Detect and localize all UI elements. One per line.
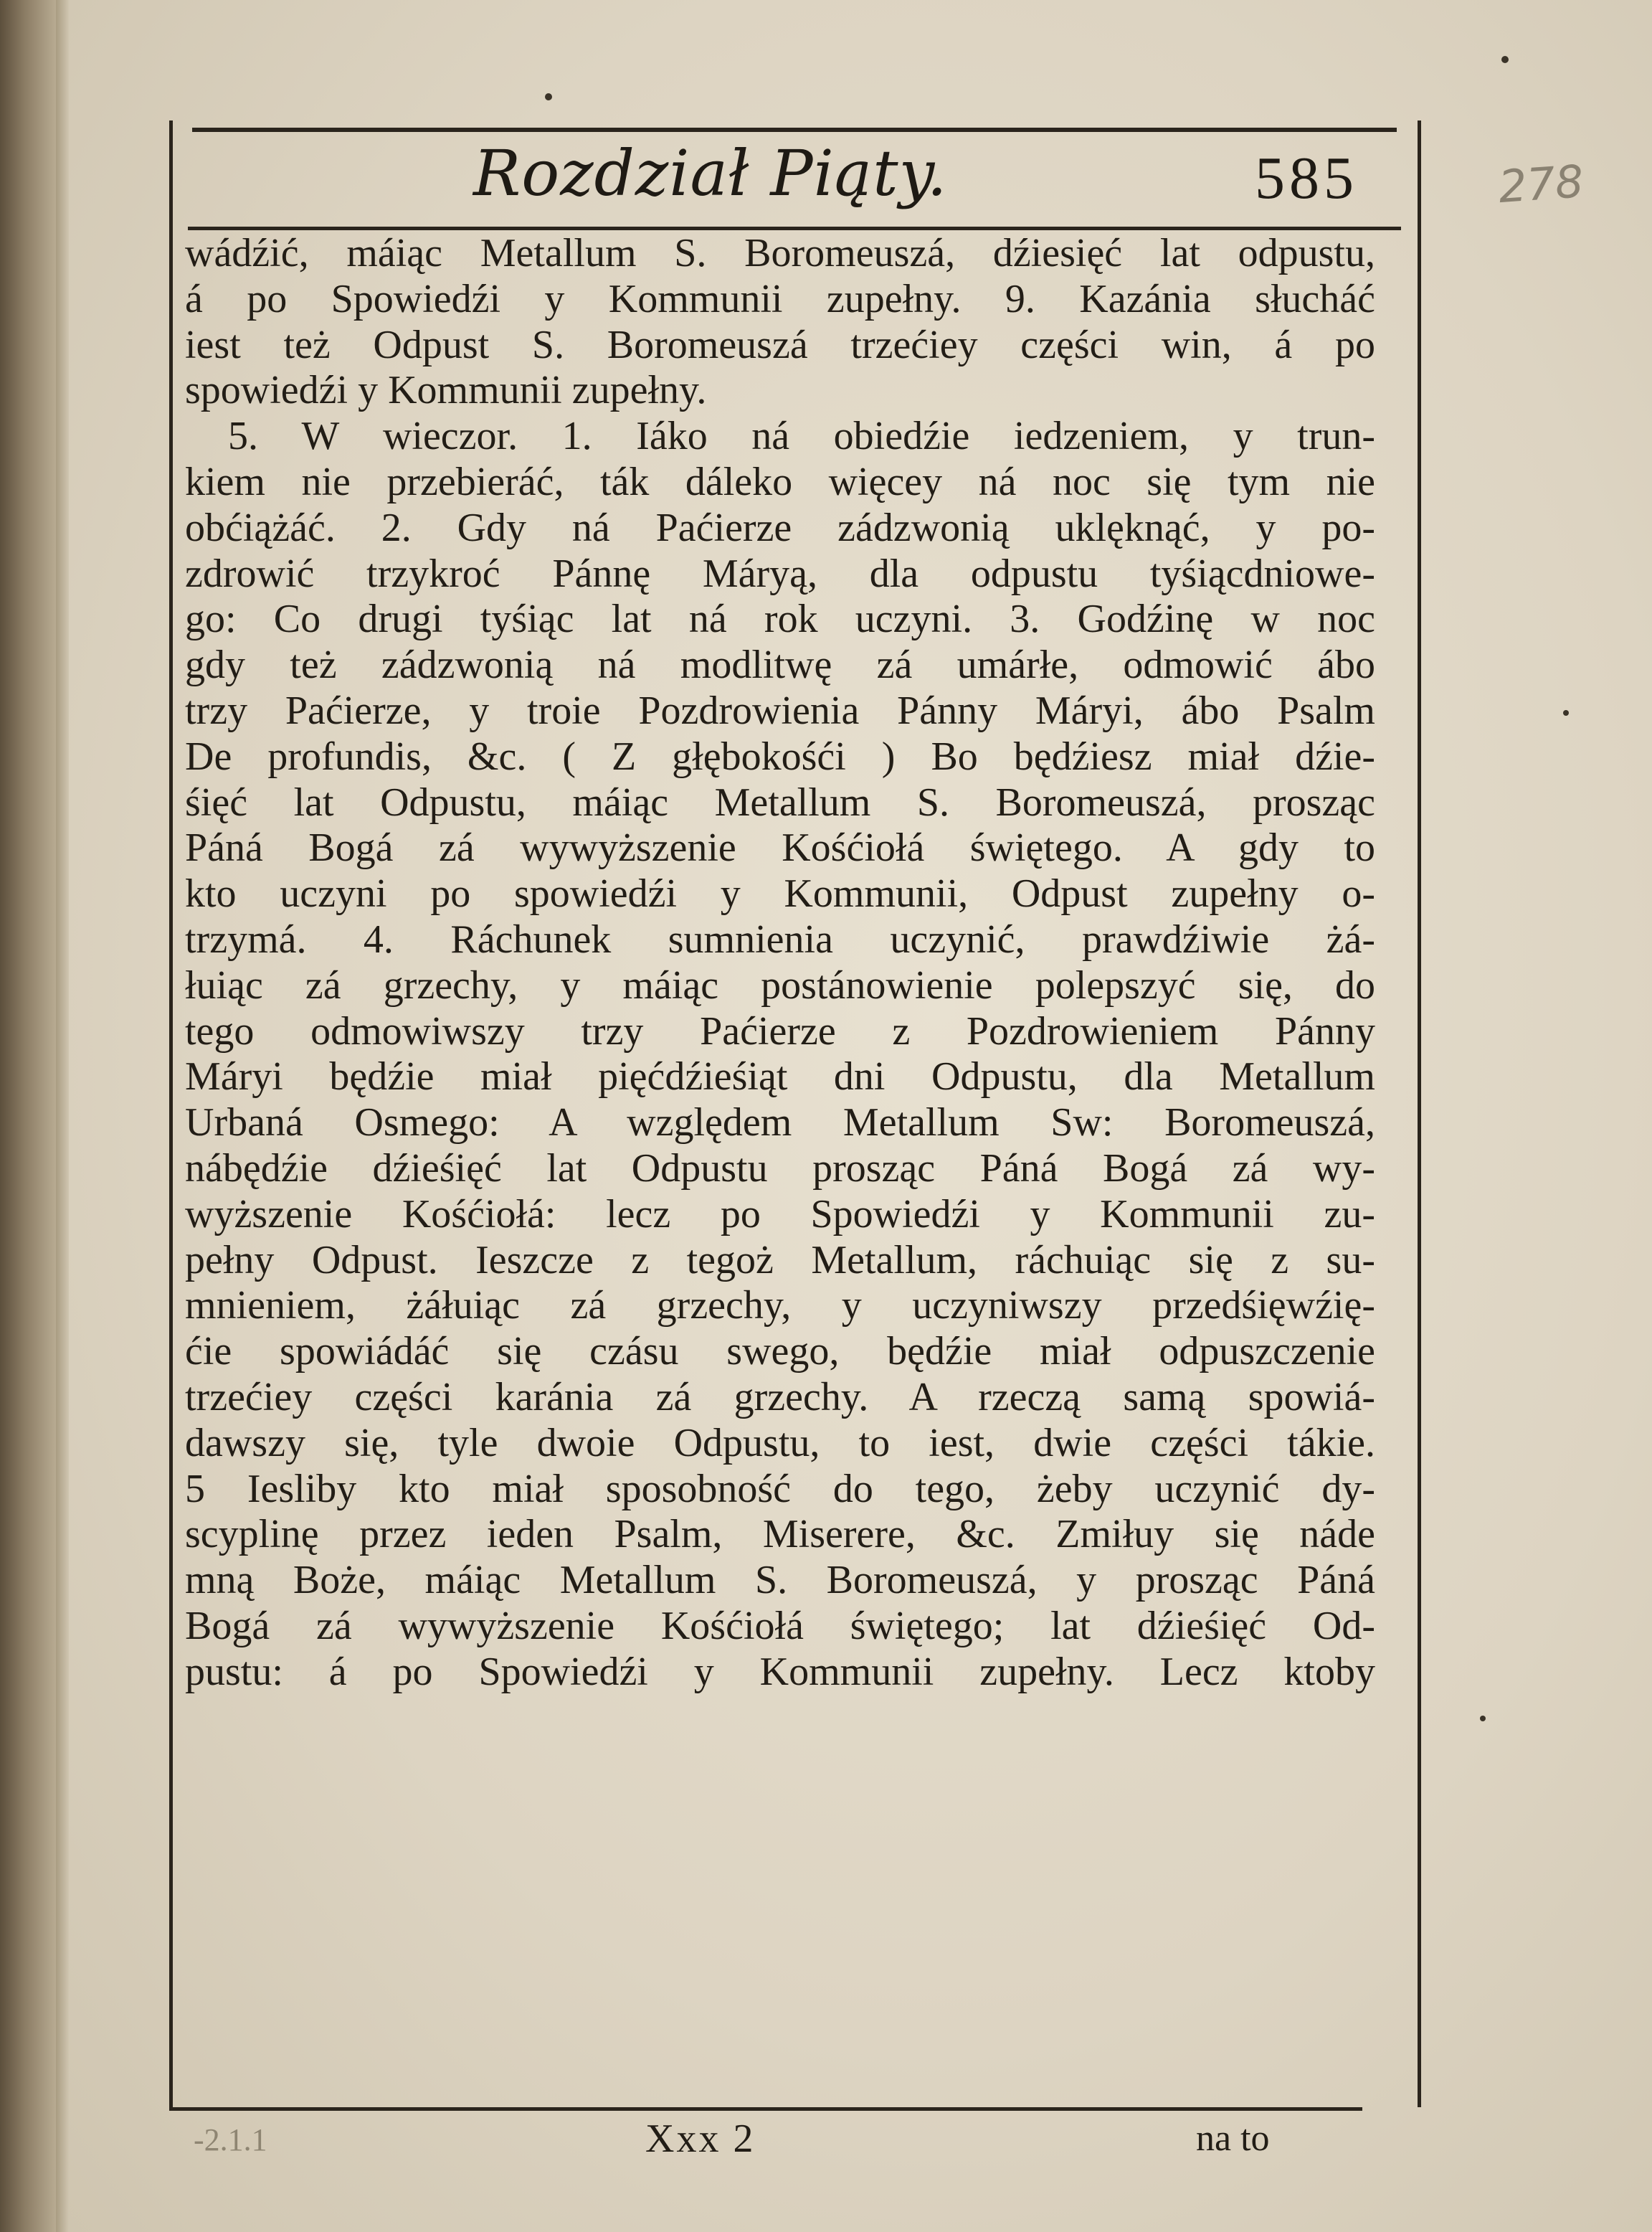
text-line: zdrowić trzykroć Pánnę Máryą, dla odpustu tyśiącdniowe-: [185, 551, 1375, 596]
text-line: wádźić, máiąc Metallum S. Boromeuszá, dźiesięć lat odpustu,: [185, 231, 1375, 275]
text-line: pustu: á po Spowiedźi y Kommunii zupełny. Lecz ktoby: [185, 1649, 1375, 1694]
ink-speck: [1563, 710, 1569, 716]
text-line: obćiążáć. 2. Gdy ná Paćierze zádzwonią uklęknąć, y po-: [185, 505, 1375, 550]
text-line: Urbaná Osmego: A względem Metallum Sw: Boromeuszá,: [185, 1100, 1375, 1145]
body-text: [185, 231, 1375, 1696]
text-line: trzy Paćierze, y troie Pozdrowienia Pánny Máryi, ábo Psalm: [185, 688, 1375, 733]
running-head: Rozdział Piąty.: [473, 136, 948, 210]
text-line: Páná Bogá zá wywyższenie Kośćiołá świętego. A gdy to: [185, 826, 1375, 871]
text-line: go: Co drugi tyśiąc lat ná rok uczyni. 3. Godźinę w noc: [185, 597, 1375, 642]
text-line: mną Boże, máiąc Metallum S. Boromeuszá, y prosząc Páná: [185, 1558, 1375, 1603]
text-line: pełny Odpust. Ieszcze z tegoż Metallum, ráchuiąc się z su-: [185, 1237, 1375, 1282]
book-gutter-edge: [56, 0, 69, 2232]
text-line: scyplinę przez ieden Psalm, Miserere, &c. Zmiłuy się náde: [185, 1512, 1375, 1557]
text-line: kto uczyni po spowiedźi y Kommunii, Odpust zupełny o-: [185, 871, 1375, 917]
top-rule: [192, 128, 1397, 132]
text-line: dawszy się, tyle dwoie Odpustu, to iest, dwie części tákie.: [185, 1420, 1375, 1465]
signature-mark: Xxx 2: [645, 2117, 756, 2161]
text-line: łuiąc zá grzechy, y máiąc postánowienie polepszyć się, do: [185, 963, 1375, 1008]
ink-speck: [1480, 1716, 1486, 1721]
handwritten-folio-note: 278: [1496, 154, 1585, 214]
text-line: iest też Odpust S. Boromeuszá trzećiey części win, á po: [185, 322, 1375, 367]
text-line: Bogá zá wywyższenie Kośćiołá świętego; lat dźieśięć Od-: [185, 1603, 1375, 1648]
text-line: ćie spowiádáć się czásu swego, będźie miał odpuszczenie: [185, 1329, 1375, 1374]
text-line: kiem nie przebieráć, ták dáleko więcey ná noc się tym nie: [185, 459, 1375, 504]
text-line: tego odmowiwszy trzy Paćierze z Pozdrowieniem Pánny: [185, 1008, 1375, 1054]
ink-speck: [545, 93, 552, 100]
faint-bleed-mark: -2.1.1: [194, 2122, 267, 2157]
text-line: Máryi będźie miał pięćdźieśiąt dni Odpustu, dla Metallum: [185, 1054, 1375, 1100]
text-line: 5 Iesliby kto miał sposobność do tego, żeby uczynić dy-: [185, 1466, 1375, 1511]
text-line: mnieniem, żáłuiąc zá grzechy, y uczyniwszy przedśięwźię-: [185, 1283, 1375, 1328]
text-line: gdy też zádzwonią ná modlitwę zá umárłe, odmowić ábo: [185, 643, 1375, 688]
catchword: na to: [1196, 2118, 1270, 2159]
text-line: De profundis, &c. ( Z głębokośći ) Bo będźiesz miał dźie-: [185, 734, 1375, 779]
text-line: á po Spowiedźi y Kommunii zupełny. 9. Kazánia słucháć: [185, 276, 1375, 321]
text-line: nábędźie dźieśięć lat Odpustu prosząc Páná Bogá zá wy-: [185, 1145, 1375, 1191]
text-line: spowiedźi y Kommunii zupełny.: [185, 368, 707, 413]
book-gutter-shadow: [0, 0, 56, 2232]
text-line: trzećiey części karánia zá grzechy. A rzeczą samą spowiá-: [185, 1374, 1375, 1419]
bottom-rule: [169, 2107, 1362, 2111]
text-line: śięć lat Odpustu, máiąc Metallum S. Boromeuszá, prosząc: [185, 780, 1375, 825]
text-line: trzymá. 4. Ráchunek sumnienia uczynić, prawdźiwie żá-: [185, 917, 1375, 962]
text-line: wyższenie Kośćiołá: lecz po Spowiedźi y Kommunii zu-: [185, 1191, 1375, 1236]
text-line: 5. W wieczor. 1. Iáko ná obiedźie iedzeniem, y trun-: [228, 414, 1375, 459]
head-rule: [188, 227, 1401, 230]
ink-speck: [1501, 56, 1509, 63]
page-number: 585: [1255, 145, 1358, 212]
